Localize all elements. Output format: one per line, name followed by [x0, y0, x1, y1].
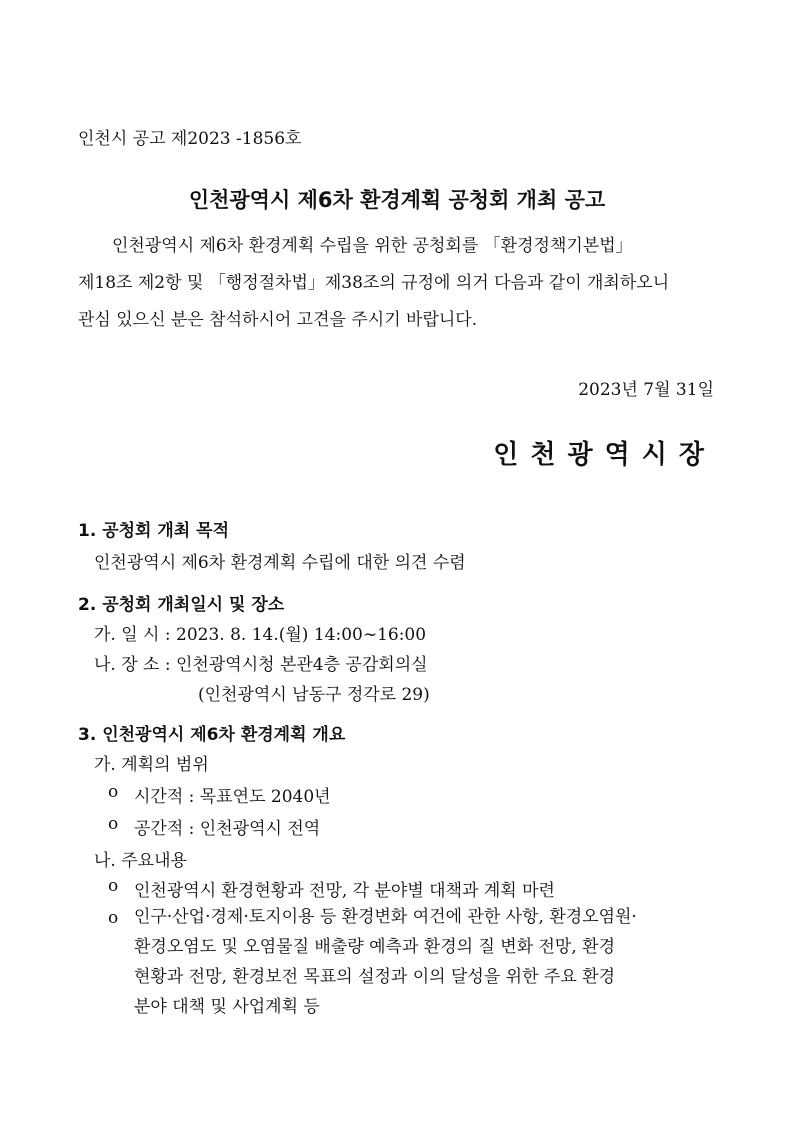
scope-title: 가. 계획의 범위 — [94, 755, 209, 775]
issuer-name: 인천광역시장 — [493, 440, 716, 470]
bullet-marker: o — [108, 814, 119, 834]
content-item-2-line-1: 인구·산업·경제·토지이용 등 환경변화 여건에 관한 사항, 환경오염원· — [134, 907, 637, 927]
schedule-time: 가. 일 시 : 2023. 8. 14.(월) 14:00∼16:00 — [94, 625, 427, 645]
notice-date: 2023년 7월 31일 — [578, 380, 714, 400]
schedule-place: 나. 장 소 : 인천광역시청 본관4층 공감회의실 — [94, 655, 428, 675]
intro-line-2: 제18조 제2항 및 「행정절차법」제38조의 규정에 의거 다음과 같이 개최하오니 — [78, 273, 670, 293]
section-1-title: 1. 공청회 개최 목적 — [78, 521, 229, 541]
scope-item-space: 공간적 : 인천광역시 전역 — [134, 819, 321, 839]
section-2-title: 2. 공청회 개최일시 및 장소 — [78, 595, 285, 615]
scope-item-time: 시간적 : 목표연도 2040년 — [134, 787, 331, 807]
content-item-2 — [134, 902, 716, 1022]
content-item-2-line-2: 환경오염도 및 오염물질 배출량 예측과 환경의 질 변화 전망, 환경 — [134, 937, 616, 957]
content-title: 나. 주요내용 — [94, 851, 187, 871]
section-1-body: 인천광역시 제6차 환경계획 수립에 대한 의견 수렴 — [94, 553, 466, 573]
section-3-title: 3. 인천광역시 제6차 환경계획 개요 — [78, 725, 346, 745]
notice-number: 인천시 공고 제2023 -1856호 — [78, 129, 302, 149]
bullet-marker: o — [108, 876, 119, 896]
document-title: 인천광역시 제6차 환경계획 공청회 개최 공고 — [188, 188, 606, 212]
bullet-marker: o — [108, 908, 119, 928]
intro-line-1: 인천광역시 제6차 환경계획 수립을 위한 공청회를 「환경정책기본법」 — [112, 236, 633, 256]
content-item-1: 인천광역시 환경현황과 전망, 각 분야별 대책과 계획 마련 — [134, 881, 555, 901]
content-item-2-line-3: 현황과 전망, 환경보전 목표의 설정과 이의 달성을 위한 주요 환경 — [134, 967, 616, 987]
place-address: (인천광역시 남동구 정각로 29) — [198, 685, 430, 705]
content-item-2-line-4: 분야 대책 및 사업계획 등 — [134, 997, 320, 1017]
intro-paragraph — [78, 228, 716, 339]
intro-line-3: 관심 있으신 분은 참석하시어 고견을 주시기 바랍니다. — [78, 310, 478, 330]
bullet-marker: o — [108, 782, 119, 802]
